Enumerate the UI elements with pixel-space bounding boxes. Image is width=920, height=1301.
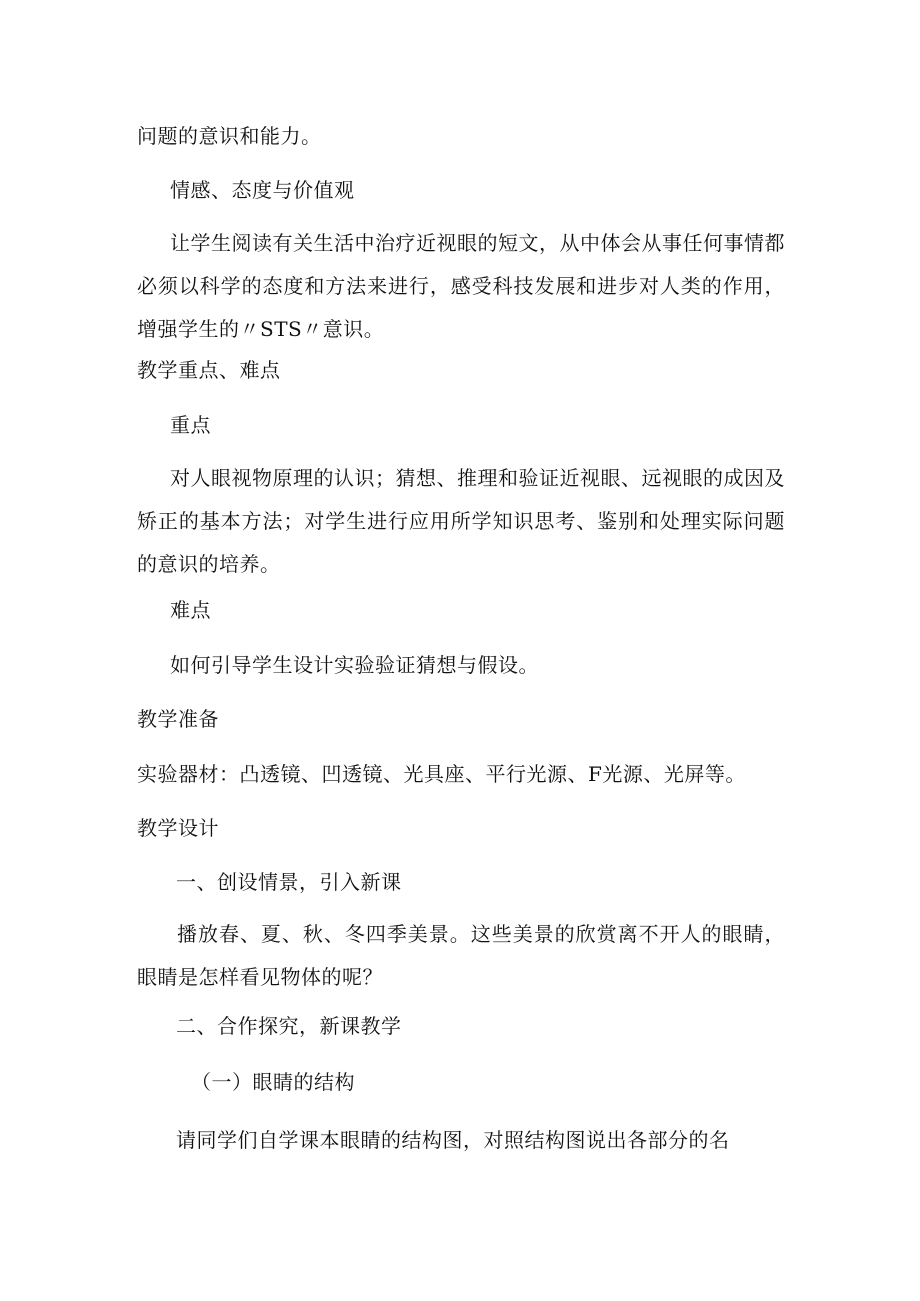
paragraph-step-one: 播放春、夏、秋、冬四季美景。这些美景的欣赏离不开人的眼睛，眼睛是怎样看见物体的呢？ [137, 922, 785, 989]
heading-difficulty: 难点 [170, 598, 211, 622]
paragraph-difficulty: 如何引导学生设计实验验证猜想与假设。 [170, 653, 539, 677]
heading-teaching-preparation: 教学准备 [137, 707, 219, 731]
paragraph-continuation: 问题的意识和能力。 [137, 124, 322, 148]
heading-emotion-attitude-values: 情感、态度与价值观 [170, 178, 355, 202]
heading-step-two: 二、合作探究，新课教学 [176, 1014, 402, 1038]
heading-focus: 重点 [170, 413, 211, 437]
heading-step-one: 一、创设情景，引入新课 [176, 870, 402, 894]
paragraph-emotion: 让学生阅读有关生活中治疗近视眼的短文，从中体会从事任何事情都必须以科学的态度和方法来进行，感受科技发展和进步对人类的作用，增强学生的〃STS〃意识。 [137, 231, 785, 341]
heading-eye-structure: （一）眼睛的结构 [191, 1070, 355, 1094]
heading-key-and-difficult-points: 教学重点、难点 [137, 358, 281, 382]
paragraph-eye-structure: 请同学们自学课本眼睛的结构图，对照结构图说出各部分的名 [176, 1128, 730, 1152]
paragraph-equipment: 实验器材：凸透镜、凹透镜、光具座、平行光源、F光源、光屏等。 [137, 762, 746, 786]
heading-teaching-design: 教学设计 [137, 816, 219, 840]
paragraph-focus: 对人眼视物原理的认识；猜想、推理和验证近视眼、远视眼的成因及矫正的基本方法；对学生进行应用所学知识思考、鉴别和处理实际问题的意识的培养。 [137, 466, 785, 576]
